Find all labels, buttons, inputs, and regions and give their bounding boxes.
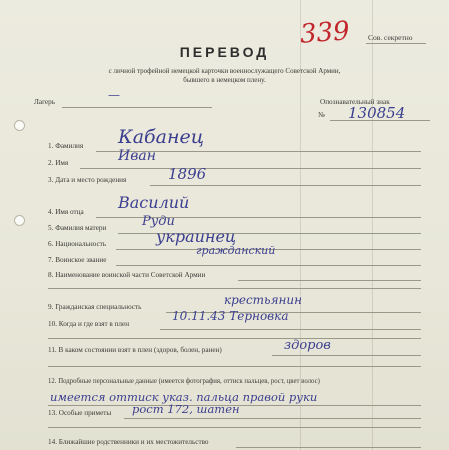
field-value-birth: 1896: [168, 165, 207, 183]
field-value-mother-surname: Руди: [142, 214, 175, 229]
subtitle-line-1: с личной трофейной немецкой карточки военнослужащего Советской Армии,: [108, 67, 341, 75]
field-value-nationality: украинец: [156, 227, 237, 246]
field-value-captured: 10.11.43 Терновка: [172, 309, 289, 323]
field-value-profession: крестьянин: [224, 293, 303, 307]
field-label-relatives: 14. Ближайшие родственники и их местожительство: [48, 438, 209, 446]
field-label-mother-surname: 5. Фамилия матери: [48, 224, 107, 232]
subtitle-line-2: бывшего в немецком плену.: [183, 76, 266, 84]
field-label-captured: 10. Когда и где взят в плен: [48, 320, 130, 328]
secrecy-stamp: Сов. секретно: [368, 33, 413, 42]
field-label-name: 2. Имя: [48, 159, 69, 167]
field-value-name: Иван: [118, 148, 156, 164]
field-value-father-name: Василий: [118, 193, 190, 212]
field-label-features: 13. Особые приметы: [48, 409, 112, 417]
token-value: 130854: [348, 104, 406, 122]
field-label-condition: 11. В каком состоянии взят в плен (здоров, болен, ранен): [48, 346, 222, 354]
field-label-unit: 8. Наименование воинской части Советской Армии: [48, 271, 206, 279]
field-label-surname: 1. Фамилия: [48, 142, 84, 150]
field-label-profession: 9. Гражданская специальность: [48, 303, 142, 311]
field-value-rank: гражданский: [196, 244, 276, 257]
field-value-condition: здоров: [284, 338, 331, 353]
token-prefix: №: [318, 111, 325, 119]
field-label-nationality: 6. Национальность: [48, 240, 107, 248]
field-label-birth: 3. Дата и место рождения: [48, 176, 127, 184]
field-value-features: рост 172, шатен: [132, 402, 240, 416]
field-label-father-name: 4. Имя отца: [48, 208, 84, 216]
field-value-personal-data: имеется оттиск указ. пальца правой руки: [50, 390, 318, 404]
token-label: Опознавательный знак: [320, 98, 390, 106]
camp-label: Лагерь: [34, 98, 55, 106]
punch-hole: [14, 120, 25, 131]
field-label-rank: 7. Воинское звание: [48, 256, 107, 264]
field-label-personal-data: 12. Подробные персональные данные (имеется фотография, оттиск пальцев, рост, цвет волос): [48, 378, 320, 385]
punch-hole: [14, 215, 25, 226]
camp-value: —: [108, 88, 120, 102]
field-value-surname: Кабанец: [118, 126, 204, 148]
case-number: 339: [299, 16, 351, 50]
page-title: ПЕРЕВОД: [179, 44, 270, 60]
